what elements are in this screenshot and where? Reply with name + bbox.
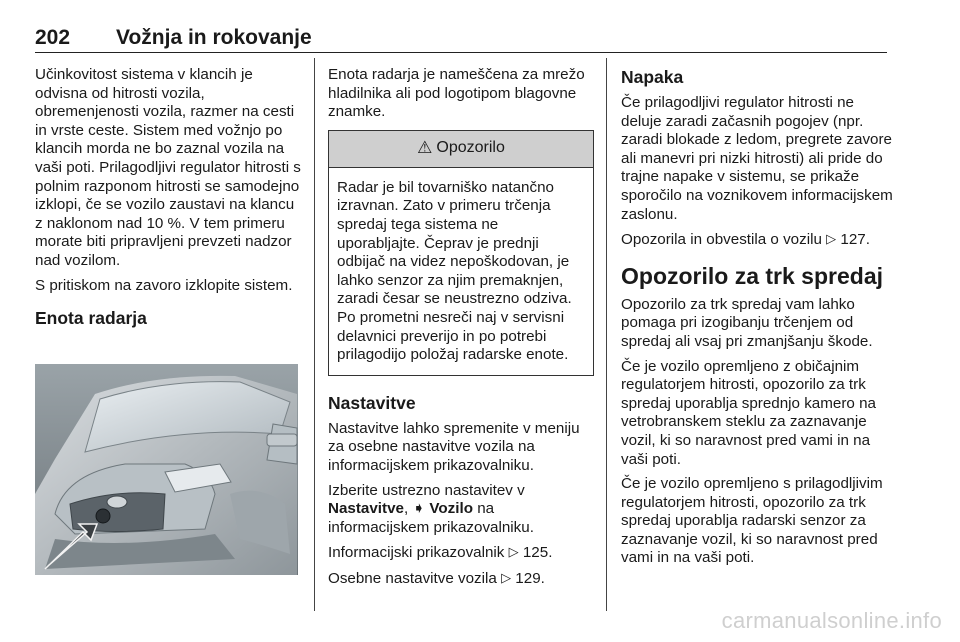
section-heading: Napaka: [621, 67, 684, 87]
paragraph: Enota radarja je nameščena za mrežo hladilnika ali pod logotipom blagovne znamke.: [328, 66, 585, 121]
warning-title: Opozorilo: [436, 139, 505, 157]
column-left: [35, 66, 303, 335]
paragraph: Nastavitve lahko spremenite v meniju za osebne nastavitve vozila na informacijskem prikazovalniku.: [328, 419, 580, 474]
text-run: Izberite ustrezno nastavitev v: [328, 481, 525, 499]
paragraph: Opozorilo za trk spredaj vam lahko pomaga pri izogibanju trčenjem od spredaj ali vsaj pri zmanjšanju škode.: [621, 295, 873, 350]
brand-logo: [107, 496, 127, 508]
text-run: Informacijski prikazovalnik: [328, 544, 509, 562]
paragraph: Če je vozilo opremljeno s prilagodljivim regulatorjem hitrosti, opozorilo za trk spredaj uporablja radarski senzor za zaznavanje vozil, ki so naravnost pred vami in na vaši poti.: [621, 475, 883, 567]
text-run: na informacijskem prikazovalniku.: [328, 500, 534, 536]
paragraph: [328, 543, 594, 563]
cross-reference-icon: ▷: [826, 231, 837, 247]
page-reference: 125.: [522, 544, 553, 562]
menu-path-settings: Nastavitve: [328, 500, 404, 518]
column-divider: [606, 58, 607, 611]
column-divider: [314, 58, 315, 611]
page-reference: 127.: [840, 231, 870, 249]
paragraph: S pritiskom na zavoro izklopite sistem.: [35, 276, 293, 294]
page-reference: 129.: [515, 569, 545, 587]
header-rule: [35, 52, 887, 53]
text-run: Opozorila in obvestila o vozilu: [621, 231, 827, 249]
menu-arrow-icon: ➧: [412, 500, 426, 518]
cross-reference-icon: ▷: [508, 544, 519, 560]
page-title: Vožnja in rokovanje: [116, 26, 312, 49]
section-heading: Enota radarja: [35, 308, 147, 329]
warning-box: [328, 130, 594, 376]
radar-sensor: [96, 509, 110, 523]
warning-text: Radar je bil tovarniško natančno izravnan. Zato v primeru trčenja spredaj tega sistema ne uporabljajte. Čeprav je prednji odbijač na videz nepoškodovan, je lahko senzor za njim premaknjen, zaradi česar se neustrezno odziva. Po prometni nesreči naj v servisni delavnici preverijo in po potrebi prilagodijo položaj radarske enote.: [337, 178, 572, 364]
page-number: 202: [35, 26, 71, 49]
paragraph: [328, 482, 594, 538]
menu-path-vehicle: Vozilo: [429, 500, 473, 518]
column-right: [621, 66, 893, 574]
watermark: carmanualsonline.info: [721, 608, 942, 633]
page-header: [35, 26, 887, 50]
paragraph: [621, 230, 893, 250]
warning-triangle-icon: ⚠: [417, 138, 433, 158]
section-heading-large: Opozorilo za trk spredaj: [621, 262, 883, 289]
paragraph: Če je vozilo opremljeno z običajnim regulatorjem hitrosti, opozorilo za trk spredaj uporablja sprednjo kamero na vetrobranskem steklu za zaznavanje vozil, ki so naravnost pred vami in na vaši poti.: [621, 357, 876, 468]
radar-unit-car-image: [35, 364, 298, 575]
paragraph: [328, 569, 594, 589]
text-run: Osebne nastavitve vozila: [328, 569, 502, 587]
paragraph: Učinkovitost sistema v klancih je odvisna od hitrosti vozila, obremenjenosti vozila, razmer na cesti in vrste ceste. Sistem med vožnjo po klancih morda ne bo zaznal vozila na vaši poti. Prilagodljivi regulator hitrosti s polnim razponom hitrosti se samodejno izklopi, če se vozilo zaustavi na klancu z naklonom nad 10 %. V tem primeru morate biti pripravljeni prevzeti nadzor nad vozilom.: [35, 66, 301, 269]
cross-reference-icon: ▷: [501, 569, 512, 585]
warning-header: [329, 131, 593, 168]
paragraph: Če prilagodljivi regulator hitrosti ne deluje zaradi začasnih pogojev (npr. zaradi blokade z ledom, pregrete zavore ali manevri pri nizki hitrosti) ali pride do trajne napake v sistemu, se prikaže sporočilo na voznikovem informacijskem zaslonu.: [621, 94, 893, 223]
side-mirror: [267, 434, 297, 446]
column-middle: [328, 66, 594, 594]
text-run: ,: [403, 500, 413, 518]
section-heading: Nastavitve: [328, 392, 416, 413]
